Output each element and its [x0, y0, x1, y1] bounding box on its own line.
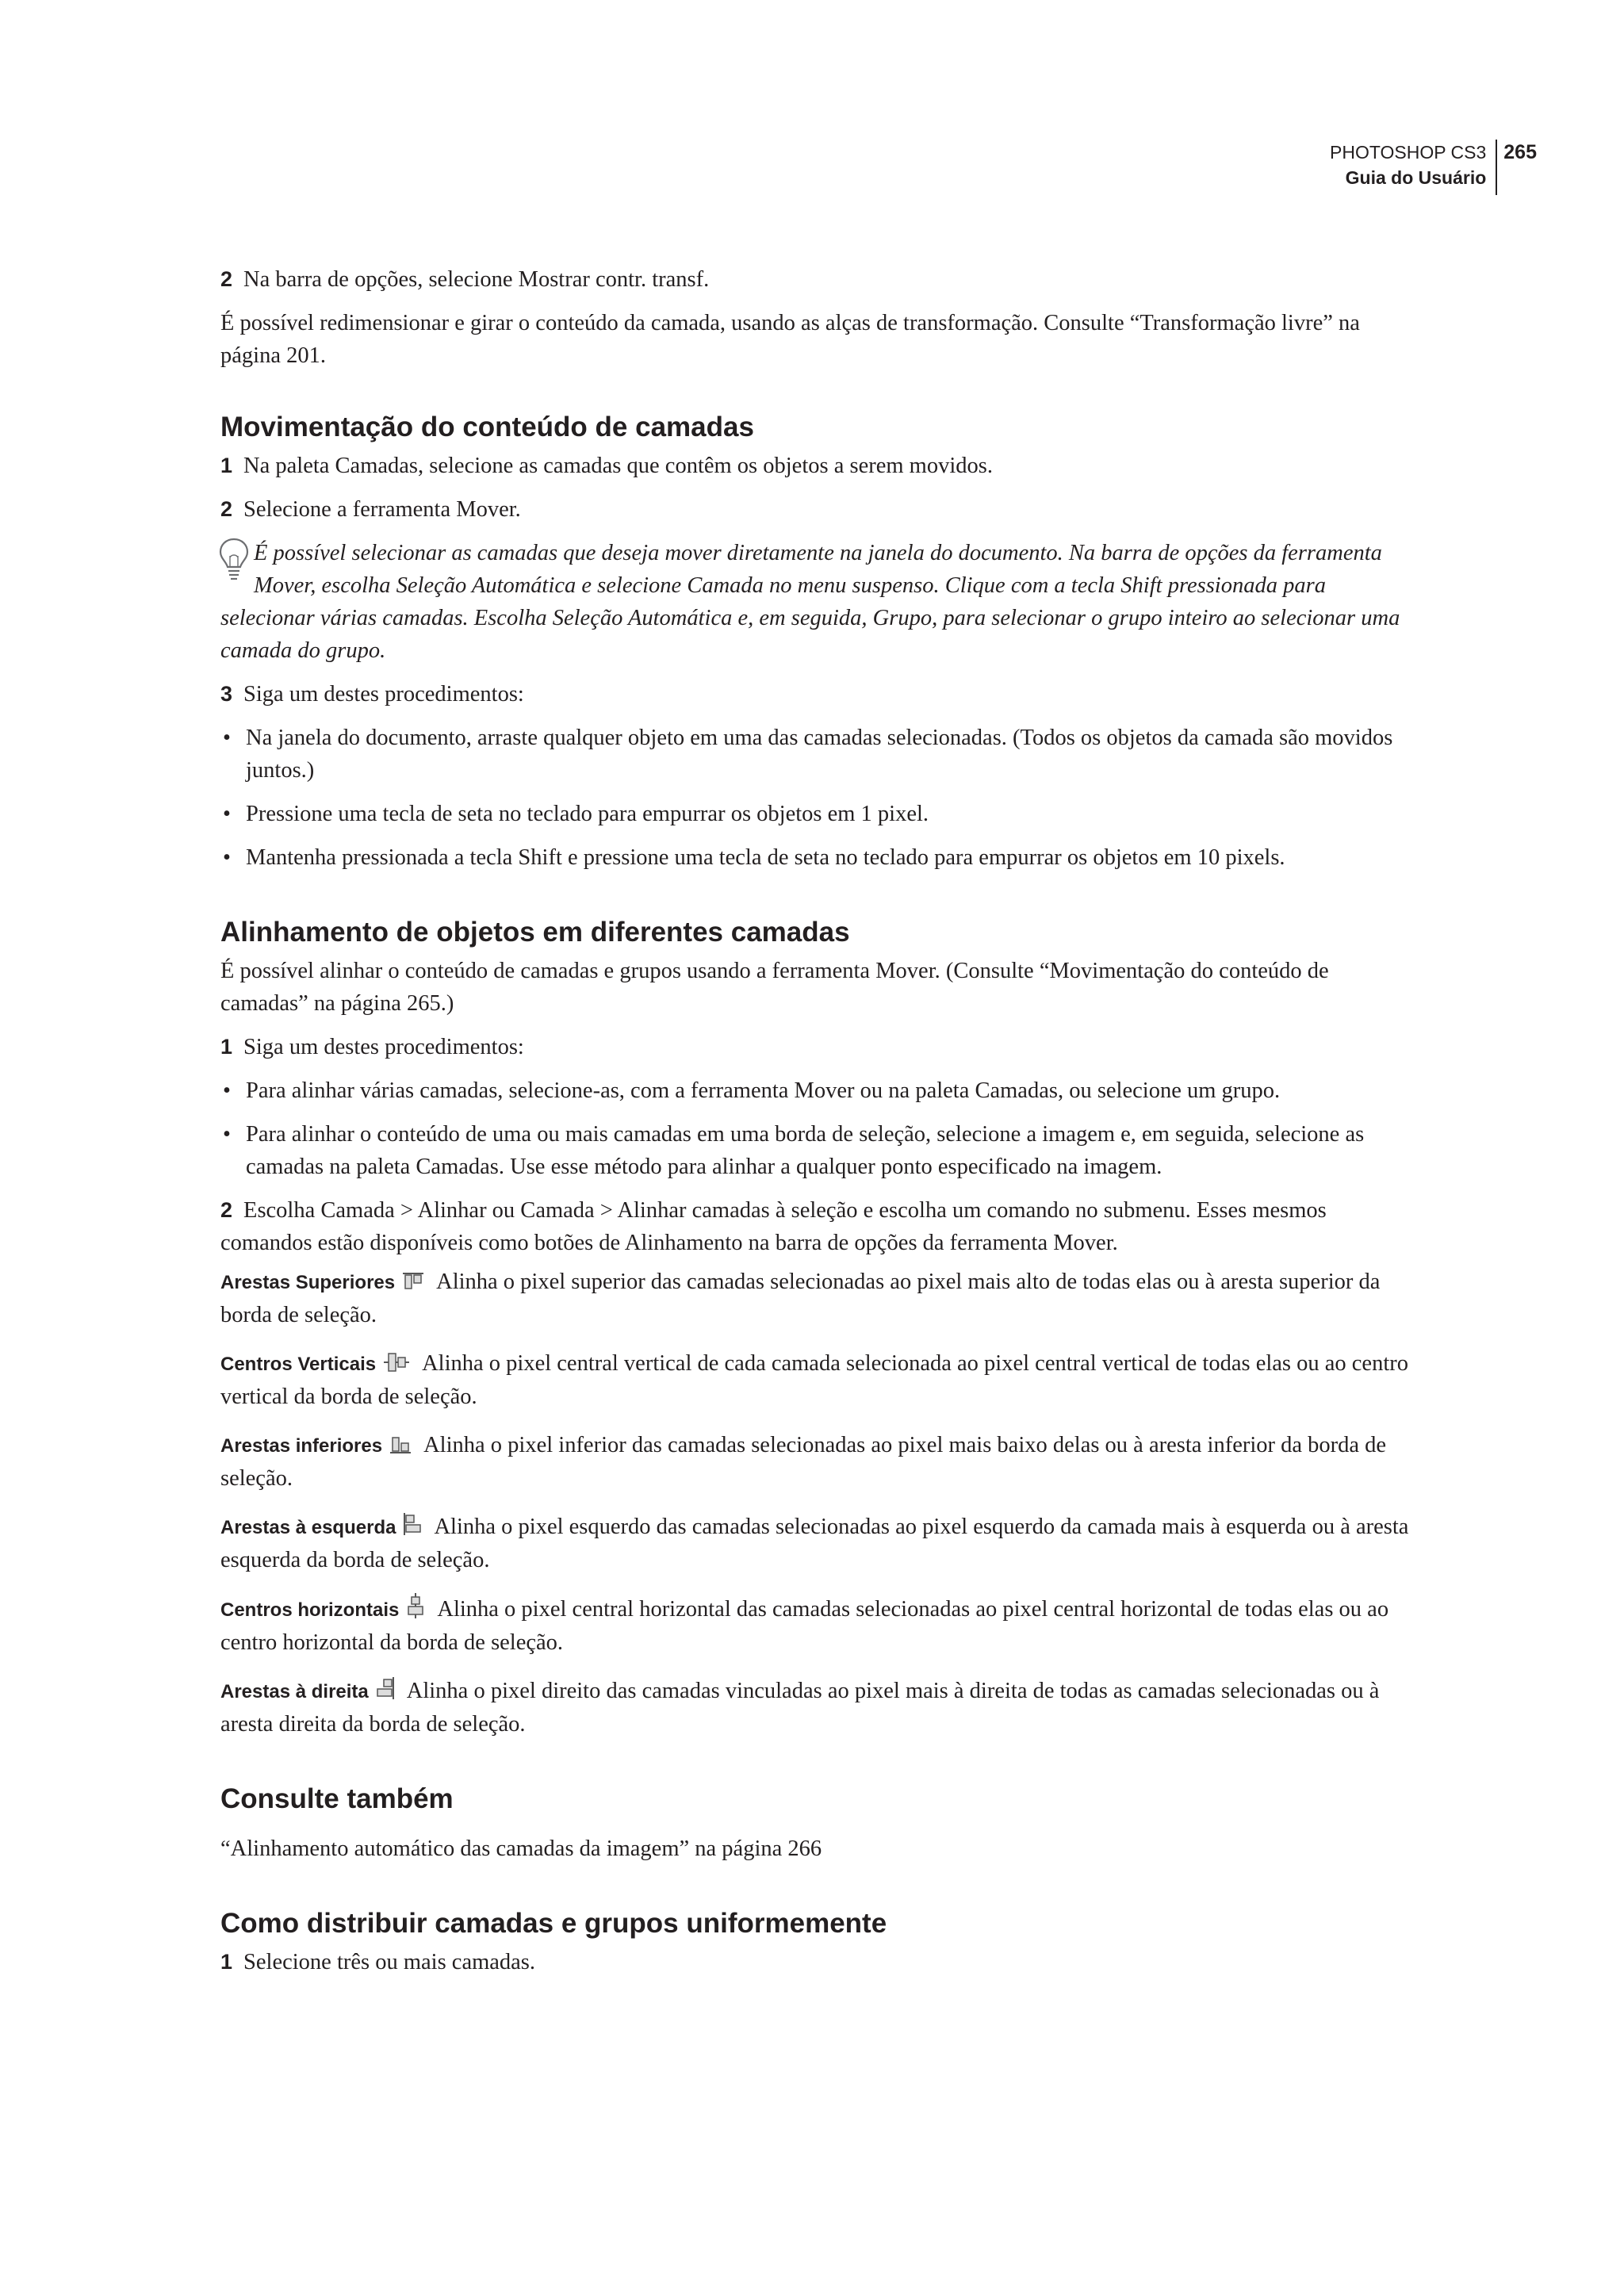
see-also-link[interactable]: “Alinhamento automático das camadas da imagem” na página 266	[220, 1836, 822, 1861]
heading-move-layers: Movimentação do conteúdo de camadas	[220, 412, 754, 442]
intro-paragraph: É possível redimensionar e girar o conteúdo da camada, usando as alças de transformação. Consulte “Transformação livre” na página 201.	[220, 311, 1360, 368]
term-left-edges	[220, 1511, 1418, 1576]
align-intro: É possível alinhar o conteúdo de camadas e grupos usando a ferramenta Mover. (Consulte “Movimentação do conteúdo de camadas” na página 265.)	[220, 959, 1329, 1016]
term-text: Alinha o pixel inferior das camadas selecionadas ao pixel mais baixo delas ou à aresta inferior da borda de seleção.	[220, 1433, 1387, 1491]
term-vertical-centers	[220, 1347, 1418, 1413]
distribute-step-1	[220, 1946, 1418, 1978]
align-step-2	[220, 1194, 1418, 1259]
bullet-text: Para alinhar várias camadas, selecione-as, com a ferramenta Mover ou na paleta Camadas, ou selecione um grupo.	[246, 1078, 1281, 1103]
bullet-icon: •	[223, 802, 231, 826]
bullet-text: Na janela do documento, arraste qualquer objeto em uma das camadas selecionadas. (Todos os objetos da camada são movidos juntos.)	[246, 726, 1393, 783]
bullet-icon: •	[223, 1078, 231, 1103]
term-label: Centros horizontais	[220, 1599, 400, 1621]
align-top-edges-icon	[401, 1271, 425, 1292]
list-item	[220, 1118, 1418, 1183]
term-label: Centros Verticais	[220, 1354, 377, 1375]
bullet-icon: •	[223, 1122, 231, 1147]
tip-text: É possível selecionar as camadas que deseja mover diretamente na janela do documento. Na barra de opções da ferramenta Mover, escolha Seleção Automática e selecione Camada no menu suspenso. Clique com a tecla Shift pressionada para selecionar várias camadas. Escolha Seleção Automática e, em seguida, Grupo, para selecionar o grupo inteiro ao selecionar uma camada do grupo.	[220, 541, 1400, 663]
list-item	[220, 841, 1418, 874]
lightbulb-icon	[217, 537, 251, 583]
term-text: Alinha o pixel direito das camadas vinculadas ao pixel mais à direita de todas as camadas selecionadas ou à aresta direita da borda de seleção.	[220, 1679, 1380, 1737]
list-item	[220, 722, 1418, 787]
page-number: 265	[1503, 141, 1537, 163]
term-label: Arestas à esquerda	[220, 1517, 396, 1538]
move-step-2	[220, 493, 1418, 526]
step-number: 1	[220, 454, 233, 477]
header-product: PHOTOSHOP CS3	[1330, 142, 1487, 163]
page-content	[220, 263, 1418, 1978]
header-text	[1330, 140, 1496, 195]
heading-distribute: Como distribuir camadas e grupos uniformemente	[220, 1908, 887, 1939]
term-top-edges	[220, 1266, 1418, 1331]
step-text: Siga um destes procedimentos:	[243, 1035, 524, 1059]
running-header	[1330, 140, 1537, 195]
align-horizontal-centers-icon	[405, 1592, 426, 1619]
term-label: Arestas Superiores	[220, 1272, 396, 1293]
step-number: 2	[220, 267, 233, 291]
bullet-icon: •	[223, 845, 231, 870]
term-text: Alinha o pixel esquerdo das camadas selecionadas ao pixel esquerdo da camada mais à esquerda ou à aresta esquerda da borda de seleção.	[220, 1515, 1409, 1572]
term-text: Alinha o pixel central vertical de cada camada selecionada ao pixel central vertical de todas elas ou ao centro vertical da borda de seleção.	[220, 1351, 1408, 1409]
move-step-3	[220, 678, 1418, 710]
align-left-edges-icon	[402, 1511, 423, 1537]
step-number: 3	[220, 682, 233, 706]
list-item	[220, 1074, 1418, 1107]
align-vertical-centers-icon	[382, 1351, 411, 1373]
term-text: Alinha o pixel superior das camadas selecionadas ao pixel mais alto de todas elas ou à aresta superior da borda de seleção.	[220, 1270, 1381, 1327]
heading-see-also: Consulte também	[220, 1783, 454, 1814]
step-text: Selecione a ferramenta Mover.	[243, 497, 521, 522]
step-number: 1	[220, 1035, 233, 1059]
list-item	[220, 798, 1418, 830]
term-bottom-edges	[220, 1429, 1418, 1495]
term-label: Arestas à direita	[220, 1681, 369, 1702]
step-text: Na paleta Camadas, selecione as camadas que contêm os objetos a serem movidos.	[243, 454, 993, 478]
move-step-1	[220, 450, 1418, 482]
header-guide: Guia do Usuário	[1345, 167, 1487, 188]
bullet-text: Mantenha pressionada a tecla Shift e pressione uma tecla de seta no teclado para empurrar os objetos em 10 pixels.	[246, 845, 1285, 870]
bullet-icon: •	[223, 726, 231, 750]
term-text: Alinha o pixel central horizontal das camadas selecionadas ao pixel central horizontal de todas elas ou ao centro horizontal da borda de seleção.	[220, 1597, 1389, 1655]
intro-step-2	[220, 263, 1418, 296]
tip-note	[220, 537, 1418, 667]
bullet-text: Pressione uma tecla de seta no teclado para empurrar os objetos em 1 pixel.	[246, 802, 929, 826]
step-text: Na barra de opções, selecione Mostrar contr. transf.	[243, 267, 710, 292]
term-right-edges	[220, 1675, 1418, 1741]
align-step-1	[220, 1031, 1418, 1063]
bullet-text: Para alinhar o conteúdo de uma ou mais camadas em uma borda de seleção, selecione a imagem e, em seguida, selecione as camadas na paleta Camadas. Use esse método para alinhar a qualquer ponto especificado na imagem.	[246, 1122, 1365, 1179]
step-text: Siga um destes procedimentos:	[243, 682, 524, 707]
step-number: 1	[220, 1950, 233, 1974]
term-label: Arestas inferiores	[220, 1435, 383, 1457]
term-horizontal-centers	[220, 1592, 1418, 1659]
step-text: Escolha Camada > Alinhar ou Camada > Alinhar camadas à seleção e escolha um comando no submenu. Esses mesmos comandos estão disponíveis como botões de Alinhamento na barra de opções da ferramenta Mover.	[220, 1198, 1327, 1255]
step-number: 2	[220, 497, 233, 521]
step-text: Selecione três ou mais camadas.	[243, 1950, 536, 1974]
heading-align-objects: Alinhamento de objetos em diferentes camadas	[220, 917, 850, 948]
align-bottom-edges-icon	[389, 1434, 412, 1455]
align-right-edges-icon	[375, 1676, 396, 1701]
step-number: 2	[220, 1198, 233, 1222]
